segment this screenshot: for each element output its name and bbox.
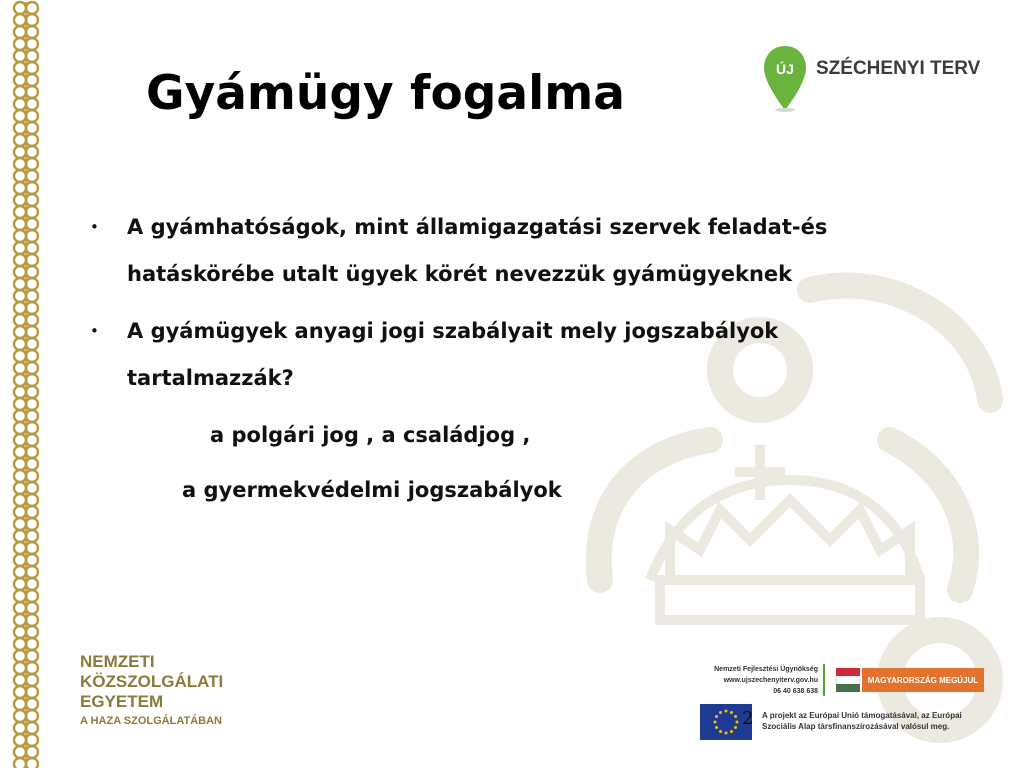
university-name-line: KÖZSZOLGÁLATI: [80, 672, 224, 691]
bullet-text: A gyámügyek anyagi jogi szabályait mely jogszabályok tartalmazzák?: [127, 319, 779, 390]
eu-text-line: A projekt az Európai Unió támogatásával, az Európai: [762, 711, 962, 720]
hungary-renewal-banner: MAGYARORSZÁG MEGÚJUL: [862, 668, 984, 692]
slide-title: Gyámügy fogalma: [146, 66, 625, 121]
indented-line: a polgári jog , a családjog ,: [210, 423, 531, 447]
indented-line: a gyermekvédelmi jogszabályok: [182, 478, 562, 502]
logo-divider: [823, 664, 825, 696]
university-logo: [80, 652, 280, 727]
page-number: 2: [742, 708, 754, 729]
hungarian-flag-icon: [836, 668, 860, 692]
bullet-marker: •: [90, 218, 99, 236]
ornamental-border-icon: [0, 0, 52, 768]
agency-phone: 06 40 638 638: [773, 688, 818, 695]
pin-text: ÚJ: [776, 61, 794, 77]
agency-name: Nemzeti Fejlesztési Ügynökség: [714, 666, 818, 673]
szechenyi-brand-text: SZÉCHENYI TERV: [816, 58, 981, 79]
university-tagline: A HAZA SZOLGÁLATÁBAN: [80, 715, 222, 727]
university-name-line: NEMZETI: [80, 652, 155, 671]
bullet-text: A gyámhatóságok, mint államigazgatási szervek feladat-és hatáskörébe utalt ügyek körét nevezzük gyámügyeknek: [127, 215, 828, 286]
location-pin-icon: [762, 44, 808, 114]
agency-info: [698, 664, 818, 697]
bullet-marker: •: [90, 322, 99, 340]
eu-funding-text: [762, 710, 1002, 732]
agency-url: www.ujszechenyiterv.gov.hu: [723, 677, 818, 684]
eu-text-line: Szociális Alap társfinanszírozásával valósul meg.: [762, 722, 950, 731]
bullet-item: [90, 308, 947, 402]
slide-content: [90, 204, 940, 522]
bullet-item: [90, 204, 947, 298]
university-name-line: EGYETEM: [80, 692, 164, 711]
szechenyi-terv-logo: [762, 44, 982, 114]
